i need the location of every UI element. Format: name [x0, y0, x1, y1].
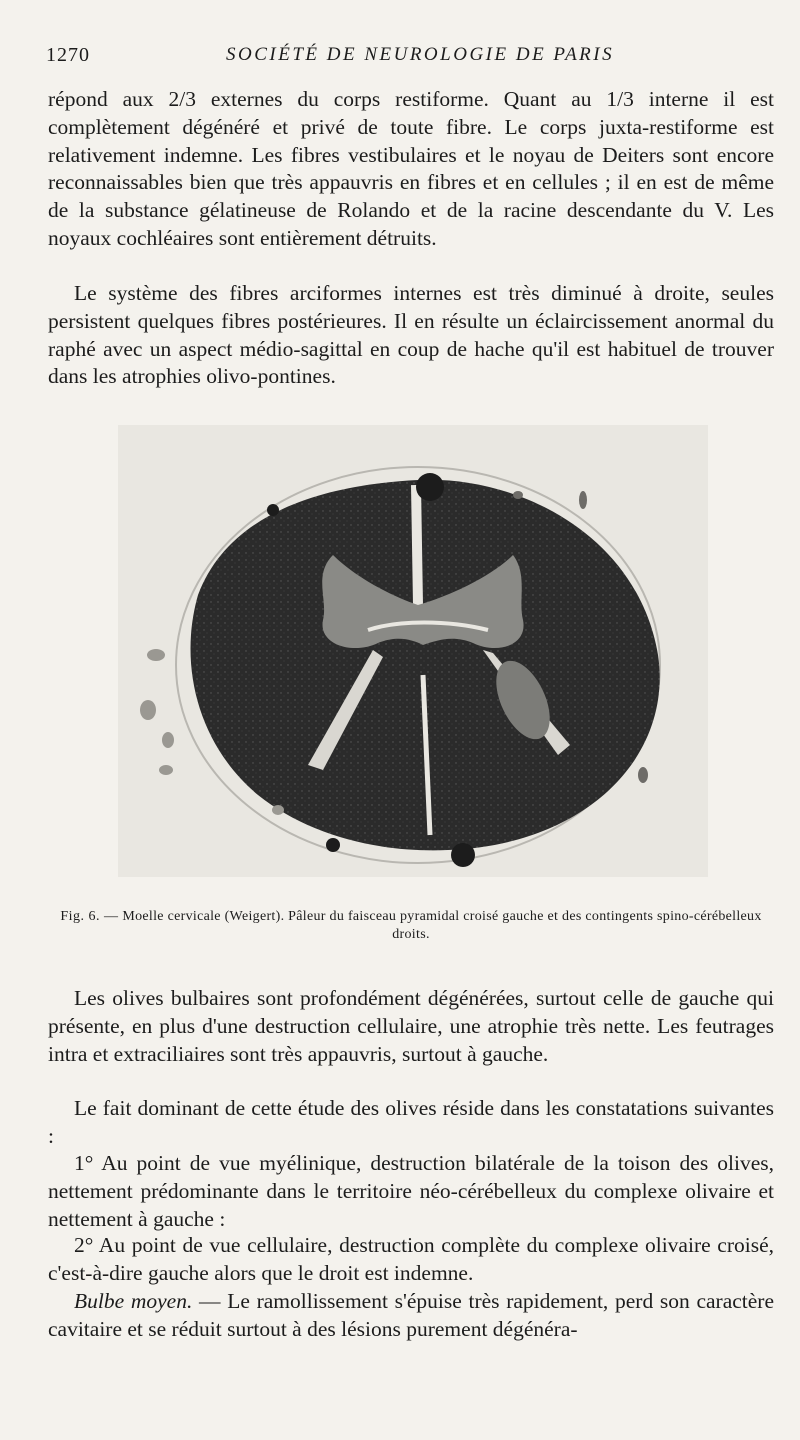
- section-heading-bulbe-moyen: Bulbe moyen.: [74, 1289, 193, 1313]
- paragraph-bulbar-olives: Les olives bulbaires sont profondément dégénérées, surtout celle de gauche qui présente, en plus d'une destruction cellulaire, une atrophie très nette. Les feutrages intra et extraciliaires sont très appauvris, surtout à gauche.: [48, 986, 774, 1066]
- paragraph-restiform-body: répond aux 2/3 externes du corps restiforme. Quant au 1/3 interne il est complètement dégénéré et privé de toute fibre. Le corps juxta-restiforme est relativement indemne. Les fibres vestibulaires et le noyau de Deiters sont encore reconnaissables bien que très appauvris en fibres et en cellules ; il en est de même de la substance gélatineuse de Rolando et de la racine descendante du V. Les noyaux cochléaires sont entièrement détruits.: [48, 87, 774, 250]
- figure-caption-label: Fig. 6. —: [60, 909, 119, 924]
- paragraph-bulbe-moyen: [48, 1288, 774, 1344]
- running-head: [46, 44, 766, 74]
- paragraph-arcuate-fibres: Le système des fibres arciformes internes est très diminué à droite, seules persistent quelques fibres postérieures. Il en résulte un éclaircissement anormal du raphé avec un aspect médio-sagittal en coup de hache qu'il est habituel de trouver dans les atrophies olivo-pontines.: [48, 281, 774, 389]
- paragraph-dominant-fact: Le fait dominant de cette étude des olives réside dans les constatations suivantes :: [48, 1096, 774, 1148]
- figure-caption: [48, 908, 774, 944]
- figure-spinal-cord-section: [118, 425, 708, 877]
- paragraph-myelin-point: 1° Au point de vue myélinique, destruction bilatérale de la toison des olives, nettement prédominante dans le territoire néo-cérébelleux du complexe olivaire et nettement à gauche :: [48, 1151, 774, 1231]
- journal-title: SOCIÉTÉ DE NEUROLOGIE DE PARIS: [226, 44, 615, 65]
- spinal-cord-cross-section-illustration: [118, 425, 708, 877]
- figure-caption-text: Moelle cervicale (Weigert). Pâleur du faisceau pyramidal croisé gauche et des contingents spino-cérébelleux droits.: [122, 909, 762, 942]
- paragraph-cellular-point: 2° Au point de vue cellulaire, destruction complète du complexe olivaire croisé, c'est-à-dire gauche alors que le droit est indemne.: [48, 1233, 774, 1285]
- page-number: 1270: [46, 44, 90, 66]
- paragraph-bulbe-moyen-text: — Le ramollissement s'épuise très rapidement, perd son caractère cavitaire et se réduit surtout à des lésions purement dégénéra-: [48, 1289, 774, 1341]
